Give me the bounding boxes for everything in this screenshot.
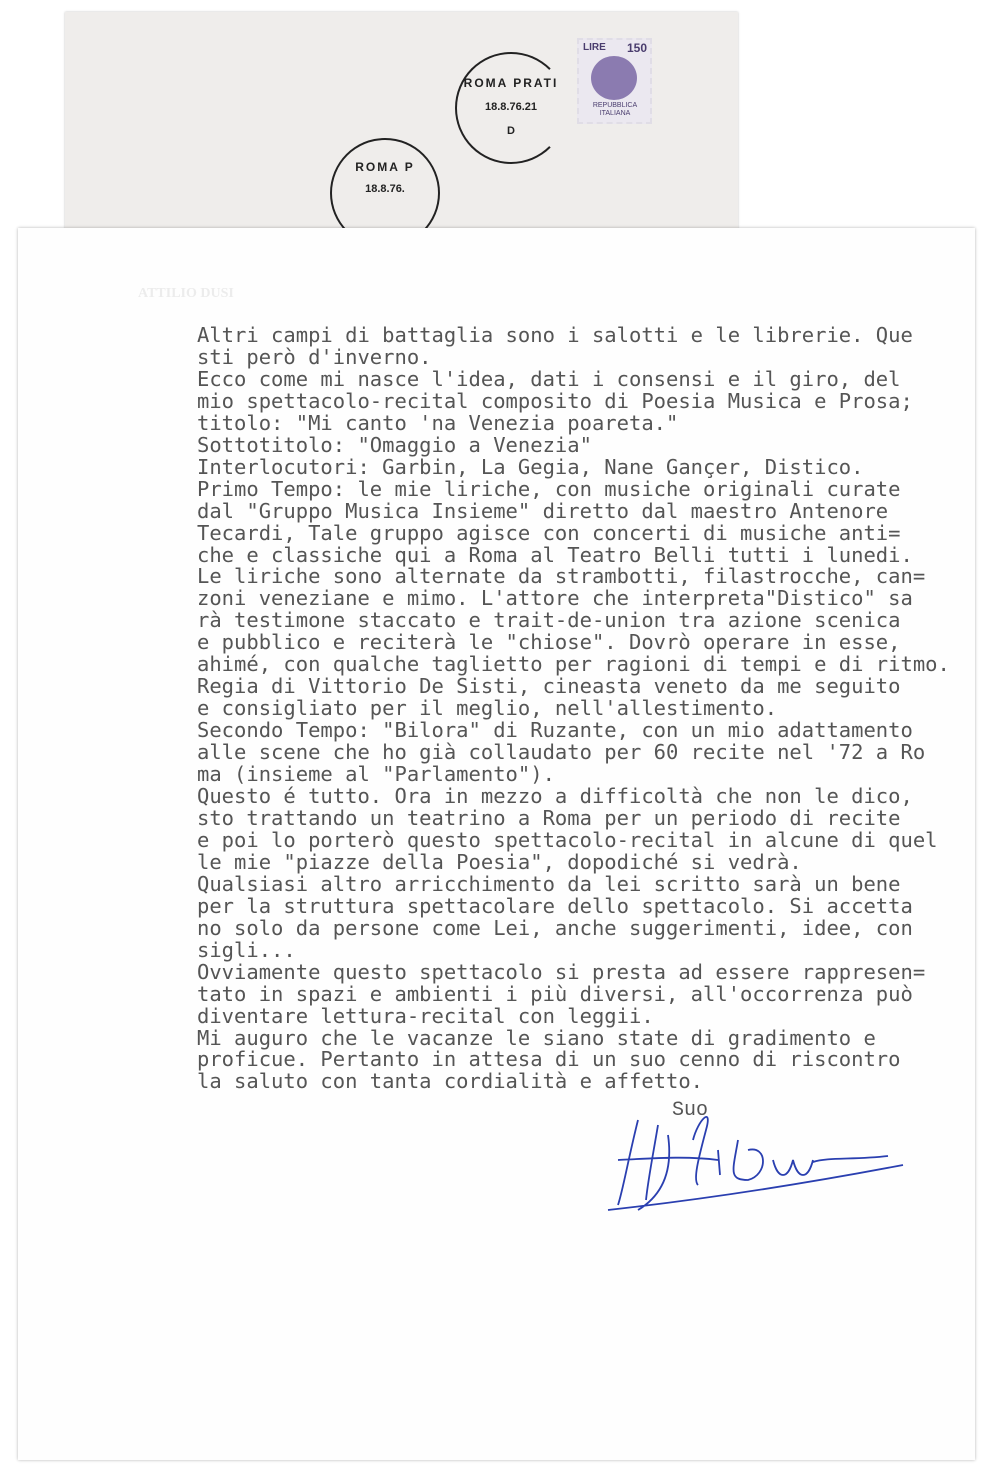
letter-line: Interlocutori: Garbin, La Gegia, Nane Gançer, Distico. — [197, 454, 864, 479]
stamp-country: REPUBBLICA ITALIANA — [592, 102, 638, 117]
letter-line: Primo Tempo: le mie liriche, con musiche originali curate — [197, 476, 901, 501]
letter-line: Regia di Vittorio De Sisti, cineasta veneto da me seguito — [197, 674, 901, 699]
letter-line: ma (insieme al "Parlamento"). — [197, 762, 555, 787]
letter-line: le mie "piazze della Poesia", dopodiché si vedrà. — [197, 849, 802, 874]
stamp-value: 150 — [626, 41, 647, 55]
postmark-office: D — [507, 125, 515, 137]
letter-line: titolo: "Mi canto 'na Venezia poareta." — [197, 410, 679, 435]
letter-line: zoni veneziane e mimo. L'attore che interpreta"Distico" sa — [197, 586, 913, 611]
letter-line: per la struttura spettacolare dello spettacolo. Si accetta — [197, 893, 913, 918]
postmark-date: 18.8.76. — [365, 183, 405, 195]
letter-line: dal "Gruppo Musica Insieme" diretto dal maestro Antenore — [197, 498, 889, 523]
letter-line: Sottotitolo: "Omaggio a Venezia" — [197, 432, 592, 457]
letter-body — [197, 325, 950, 1093]
letter-line: sto trattando un teatrino a Roma per un periodo di recite — [197, 805, 901, 830]
letter-line: mio spettacolo-recital composito di Poesia Musica e Prosa; — [197, 388, 913, 413]
postmark-city: ROMA P — [355, 160, 415, 174]
letter-line: tato in spazi e ambienti i più diversi, all'occorrenza può — [197, 981, 913, 1006]
letterhead-showthrough: ATTILIO DUSI — [138, 286, 234, 301]
postmark-prati — [455, 52, 567, 164]
letter-line: rà testimone staccato e trait-de-union tra azione scenica — [197, 608, 901, 633]
letter-line: Ecco come mi nasce l'idea, dati i consensi e il giro, del — [197, 366, 901, 391]
closing: Suo — [672, 1099, 709, 1122]
letter-line: Ovviamente questo spettacolo si presta ad essere rappresen= — [197, 959, 926, 984]
postmark-date: 18.8.76.21 — [485, 101, 537, 113]
letter-line: ahimé, con qualche taglietto per ragioni di tempi e di ritmo. — [197, 652, 950, 677]
letter-line: Questo é tutto. Ora in mezzo a difficoltà che non le dico, — [197, 784, 913, 809]
stamp-portrait — [591, 56, 637, 100]
letter-line: sti però d'inverno. — [197, 344, 432, 369]
letter-line: sigli... — [197, 937, 296, 962]
letter-line: la saluto con tanta cordialità e affetto. — [197, 1069, 704, 1094]
stamp-currency: LIRE — [583, 42, 606, 53]
letter-line: Tecardi, Tale gruppo agisce con concerti di musiche anti= — [197, 520, 901, 545]
letter-line: alle scene che ho già collaudato per 60 recite nel '72 a Ro — [197, 740, 926, 765]
letter-line: diventare lettura-recital con leggii. — [197, 1003, 654, 1028]
postage-stamp — [577, 38, 652, 124]
letter-line: Mi auguro che le vacanze le siano state di gradimento e — [197, 1025, 876, 1050]
letter-line: e pubblico e reciterà le "chiose". Dovrò operare in esse, — [197, 630, 901, 655]
postmark-city: ROMA PRATI — [463, 76, 559, 90]
letter-line: no solo da persone come Lei, anche suggerimenti, idee, con — [197, 915, 913, 940]
letter-line: Qualsiasi altro arricchimento da lei scritto sarà un bene — [197, 871, 901, 896]
letter-line: che e classiche qui a Roma al Teatro Belli tutti i lunedi. — [197, 542, 913, 567]
letter-line: proficue. Pertanto in attesa di un suo cenno di riscontro — [197, 1047, 901, 1072]
letter-page — [18, 228, 975, 1460]
letter-line: e poi lo porterò questo spettacolo-recital in alcune di quel — [197, 827, 938, 852]
letter-line: Altri campi di battaglia sono i salotti e le librerie. Que — [197, 323, 913, 347]
letter-line: e consigliato per il meglio, nell'allestimento. — [197, 696, 778, 721]
signature — [598, 1100, 918, 1220]
letter-line: Secondo Tempo: "Bilora" di Ruzante, con un mio adattamento — [197, 718, 913, 743]
letter-line: Le liriche sono alternate da strambotti, filastrocche, can= — [197, 564, 926, 589]
